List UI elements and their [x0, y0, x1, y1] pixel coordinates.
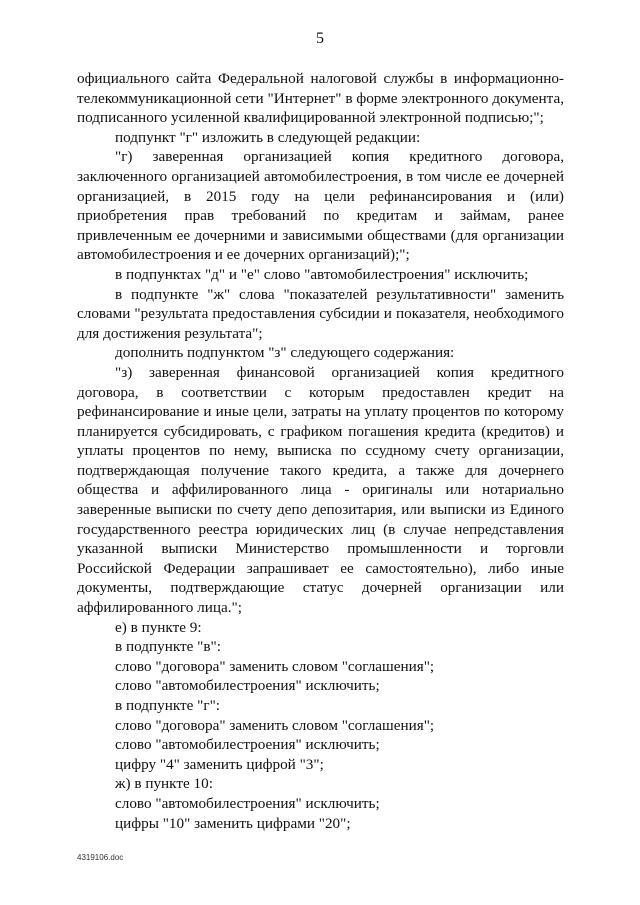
- document-body: [77, 69, 564, 833]
- paragraph: слово "автомобилестроения" исключить;: [115, 794, 380, 812]
- paragraph: слово "автомобилестроения" исключить;: [115, 677, 380, 695]
- paragraph: цифру "4" заменить цифрой "3";: [115, 755, 324, 773]
- paragraph: "з) заверенная финансовой организацией копия кредитного договора, в соответствии с которым предоставлен кредит на рефинансирование и иные цели, затраты на уплату процентов по которому планируется субсидировать, с графиком погашения кредита (кредитов) и уплаты процентов по нему, выписка по ссудному счету организации, подтверждающая получение такого кредита, а также для дочернего общества и аффилированного лица - оригиналы или нотариально заверенные выписки по счету депо депозитария, или выписки из Единого государственного реестра юридических лиц (в случае непредставления указанной выписки Министерство промышленности и торговли Российской Федерации запрашивает ее самостоятельно), либо иные документы, подтверждающие статус дочерней организации или аффилированного лица.";: [77, 363, 564, 617]
- paragraph: в подпунктах "д" и "е" слово "автомобилестроения" исключить;: [115, 265, 529, 283]
- paragraph: слово "договора" заменить словом "соглашения";: [115, 657, 435, 675]
- paragraph: цифры "10" заменить цифрами "20";: [115, 814, 351, 832]
- page-number: 5: [316, 30, 324, 47]
- paragraph: слово "автомобилестроения" исключить;: [115, 736, 380, 754]
- paragraph: подпункт "г" изложить в следующей редакции:: [115, 128, 421, 146]
- paragraph: в подпункте "г":: [115, 697, 221, 714]
- paragraph: официального сайта Федеральной налоговой службы в информационно-телекоммуникационной сети "Интернет" в форме электронного документа, подписанного усиленной квалифицированной электронной подписью;";: [77, 70, 564, 127]
- footer-document-code: 4319106.doc: [77, 853, 124, 862]
- paragraph: е) в пункте 9:: [115, 618, 202, 636]
- paragraph: в подпункте "в":: [115, 638, 221, 656]
- paragraph: дополнить подпунктом "з" следующего содержания:: [115, 344, 455, 362]
- paragraph: слово "договора" заменить словом "соглашения";: [115, 716, 435, 734]
- paragraph: ж) в пункте 10:: [115, 775, 213, 793]
- paragraph: в подпункте "ж" слова "показателей результативности" заменить словами "результата предоставления субсидии и показателя, необходимого для достижения результата";: [77, 285, 564, 342]
- paragraph: "г) заверенная организацией копия кредитного договора, заключенного организацией автомобилестроения, в том числе ее дочерней организацией, в 2015 году на цели рефинансирования и (или) приобретения прав требований по кредитам и займам, ранее привлеченным ее дочерними и зависимыми обществами (для организации автомобилестроения и ее дочерних организаций);";: [77, 148, 564, 264]
